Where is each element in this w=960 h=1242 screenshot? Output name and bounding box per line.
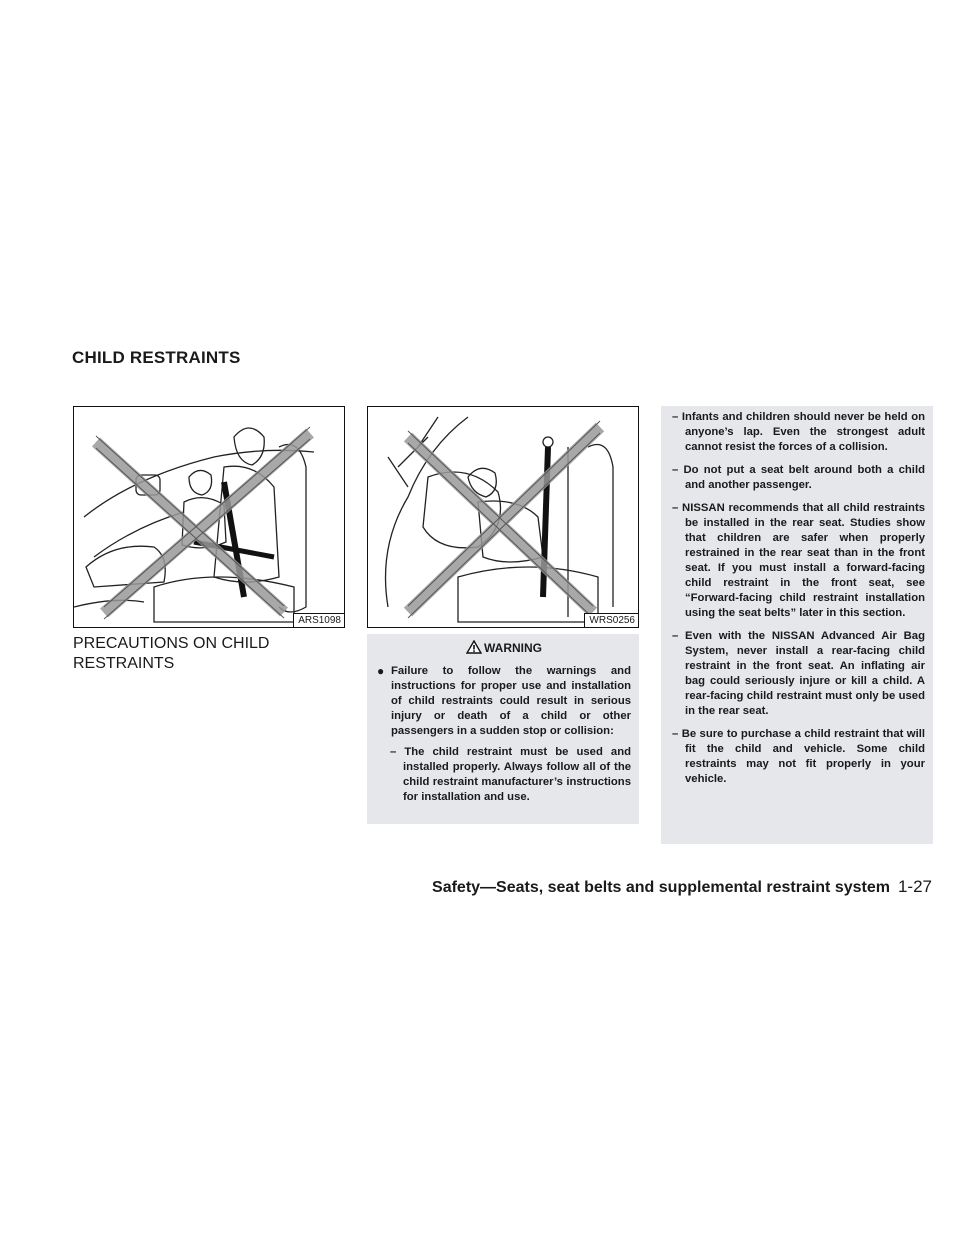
warning-item: – Do not put a seat belt around both a child and another passenger.: [672, 464, 925, 491]
section-title: CHILD RESTRAINTS: [72, 348, 241, 367]
warning-item: – Be sure to purchase a child restraint that will fit the child and vehicle. Some child restraints may not fit properly in your vehicle.: [672, 728, 925, 785]
figure-code: ARS1098: [293, 613, 344, 627]
crossed-out-child-airbag-illustration: [368, 407, 638, 627]
warning-item: – Infants and children should never be held on anyone’s lap. Even the strongest adult cannot resist the forces of a collision.: [672, 411, 925, 453]
page-number: 1-27: [897, 877, 932, 896]
warning-triangle-icon: [466, 640, 482, 654]
warning-item: – The child restraint must be used and installed properly. Always follow all of the child restraint manufacturer’s instructions for installation and use.: [390, 746, 631, 803]
warning-bullet: [377, 664, 631, 739]
warning-item: – NISSAN recommends that all child restraints be installed in the rear seat. Studies show that children are safer when properly restrained in the rear seat than in the front seat. If you must install a forward-facing child restraint in the front seat, see “Forward-facing child restraint installation using the seat belts” later in this section.: [672, 502, 925, 619]
warning-header: [377, 640, 631, 656]
chapter-title: Safety—Seats, seat belts and supplemental restraint system: [432, 879, 890, 896]
page-footer: [0, 877, 932, 897]
crossed-out-child-on-lap-illustration: [74, 407, 344, 627]
warning-box-continued: [661, 406, 933, 844]
warning-item: – Even with the NISSAN Advanced Air Bag System, never install a rear-facing child restraint in the front seat. An inflating air bag could seriously injure or kill a child. A rear-facing child restraint must only be used in the rear seat.: [672, 630, 925, 717]
warning-title: WARNING: [484, 641, 542, 655]
subheading: PRECAUTIONS ON CHILD RESTRAINTS: [73, 635, 270, 672]
warning-box: [367, 634, 639, 824]
figure-child-airbag: [367, 406, 639, 628]
bullet-icon: ●: [377, 664, 385, 678]
figure-code: WRS0256: [584, 613, 638, 627]
warning-bullet-text: Failure to follow the warnings and instructions for proper use and installation of child restraints could result in serious injury or death of a child or other passengers in a sudden stop or collision:: [391, 665, 631, 737]
figure-child-on-lap: [73, 406, 345, 628]
